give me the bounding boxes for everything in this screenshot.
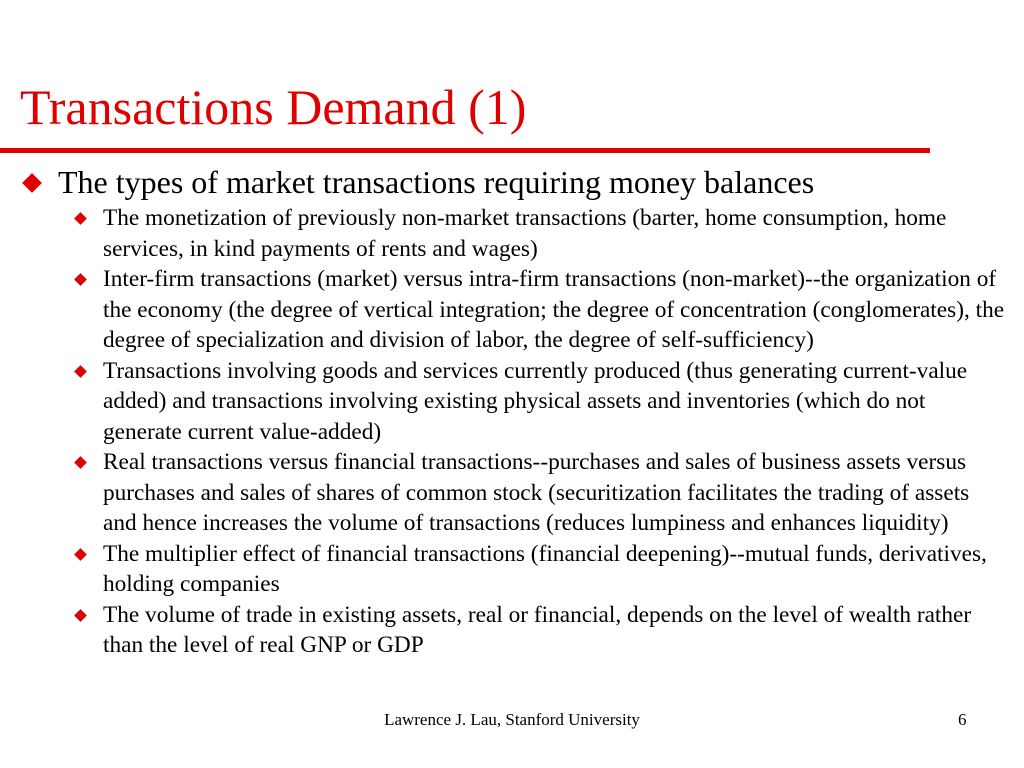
diamond-bullet-icon [74,212,87,225]
sub-bullet [0,447,1008,539]
diamond-bullet-icon [74,609,87,622]
page-number: 6 [958,710,967,729]
sub-bullet [0,356,1008,448]
diamond-bullet-icon [74,273,87,286]
sub-bullet [0,203,1008,264]
title-underline [0,148,930,153]
diamond-bullet-icon [74,548,87,561]
sub-bullet-text: The multiplier effect of financial transactions (financial deepening)--mutual funds, derivatives, holding companies [103,540,987,597]
sub-bullet-text: The volume of trade in existing assets, real or financial, depends on the level of wealth rather than the level of real GNP or GDP [103,601,972,658]
sub-bullet [0,600,1008,661]
sub-bullet-text: Inter-firm transactions (market) versus intra-firm transactions (non-market)--the organization of the economy (the degree of vertical integration; the degree of concentration (conglomerates), the degree of specialization and division of labor, the degree of self-sufficiency) [103,266,1005,353]
sub-bullet-text: The monetization of previously non-market transactions (barter, home consumption, home services, in kind payments of rents and wages) [103,205,947,262]
slide-title: Transactions Demand (1) [20,79,527,135]
sub-bullet-text: Transactions involving goods and services currently produced (thus generating current-value added) and transactions involving existing physical assets and inventories (which do not generate current value-added) [103,357,968,445]
diamond-bullet-icon [74,456,87,469]
diamond-bullet-icon [22,173,42,193]
sub-bullet-list [0,203,1024,661]
footer-author: Lawrence J. Lau, Stanford University [384,710,640,729]
main-bullet-text: The types of market transactions requiring money balances [58,164,815,200]
sub-bullet [0,264,1008,356]
sub-bullet-text: Real transactions versus financial transactions--purchases and sales of business assets versus purchases and sales of shares of common stock (securitization facilitates the trading of assets and hence increases the volume of transactions (reduces lumpiness and enhances liquidity) [103,449,970,536]
diamond-bullet-icon [74,365,87,378]
sub-bullet [0,539,1008,600]
